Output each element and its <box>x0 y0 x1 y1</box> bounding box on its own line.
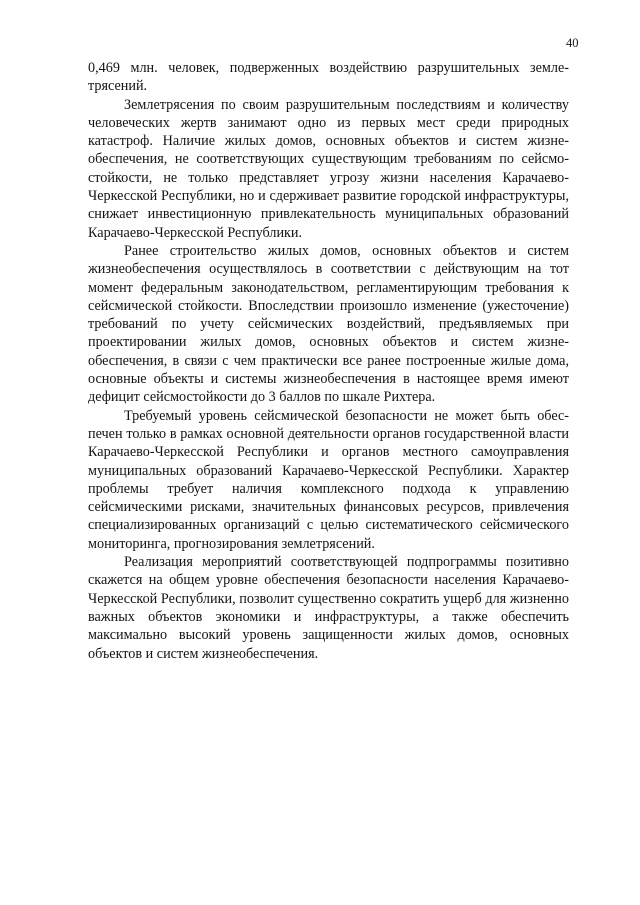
paragraph-subprogram-implementation: Реализация мероприятий соответствующей подпрограммы позитивно скажется на общем уровне обеспечения безопасности населения Карачаево-Черкесской Республики, позволит существенно сократить ущерб для жизненно важных объектов экономики и инфраструктуры, а также обеспечить максимально высокий уровень защищенности жилых домов, основных объектов и систем жизнеобеспечения. <box>88 554 569 662</box>
paragraph-earthquake-consequences: Землетрясения по своим разрушительным последствиям и количеству человеческих жертв занимают одно из первых мест среди природных катастроф. Наличие жилых домов, основных объектов и систем жизнеобеспечения, не соответствующих существующим требованиям по сейсмостойкости, не только представляет угрозу жизни населения Карачаево-Черкесской Республики, но и сдерживает развитие городской инфраструктуры, снижает инвестиционную привлекательность муниципальных образований Карачаево-Черкесской Республики. <box>88 96 569 241</box>
page-number: 40 <box>566 36 579 50</box>
document-body <box>88 59 569 663</box>
paragraph-construction-history: Ранее строительство жилых домов, основных объектов и систем жизнеобеспечения осуществлялось в соответствии с действующим на тот момент федеральным законодательством, регламентирующим требования к сейсмической стойкости. Впоследствии произошло изменение (ужесточение) требований по учету сейсмических воздействий, предъявляемых при проектировании жилых домов, основных объектов и систем жизнеобеспечения, в связи с чем практически все ранее построенные жилые дома, основные объекты и системы жизнеобеспечения в настоящее время имеют дефицит сейсмостойкости до 3 баллов по шкале Рихтера. <box>88 242 569 406</box>
paragraph-continued: 0,469 млн. человек, подверженных воздействию разрушительных землетрясений. <box>88 60 569 95</box>
paragraph-required-safety-level: Требуемый уровень сейсмической безопасности не может быть обеспечен только в рамках основной деятельности органов государственной власти Карачаево-Черкесской Республики и органов местного самоуправления муниципальных образований Карачаево-Черкесской Республики. Характер проблемы требует наличия комплексного подхода к управлению сейсмическими рисками, значительных финансовых ресурсов, привлечения специализированных организаций с целью систематического сейсмического мониторинга, прогнозирования землетрясений. <box>88 407 569 552</box>
